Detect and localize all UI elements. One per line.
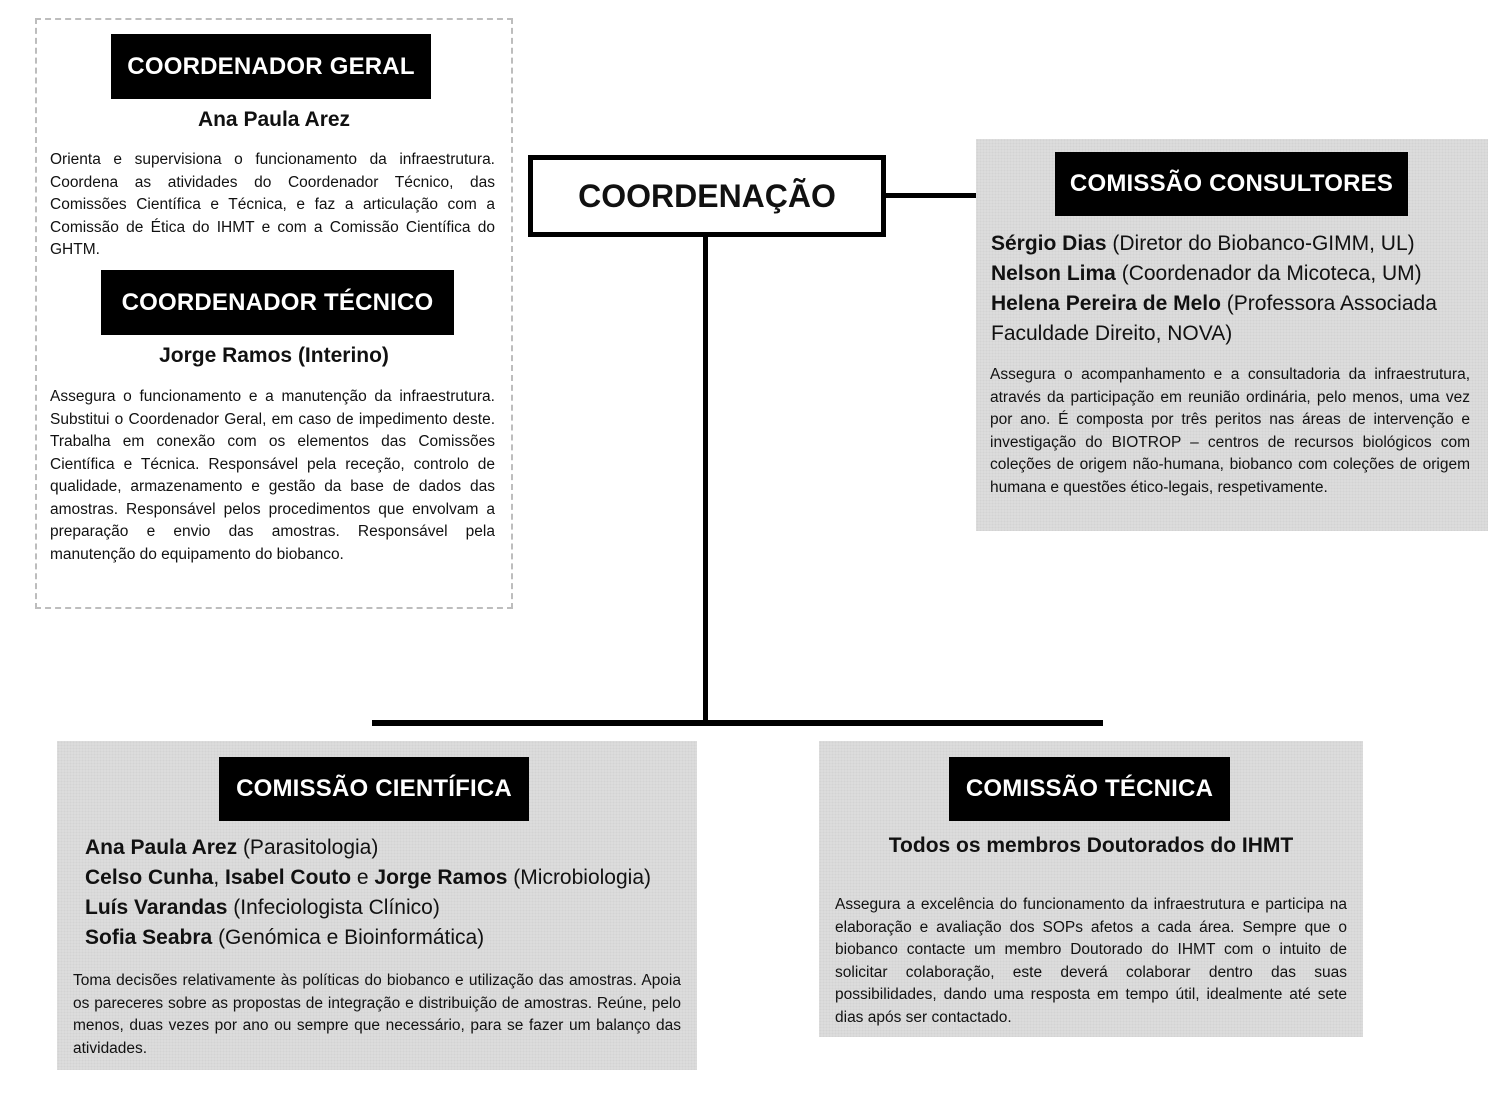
- coordenador-tecnico-title: COORDENADOR TÉCNICO: [101, 270, 454, 335]
- separator: ,: [213, 866, 226, 889]
- coordenacao-title: COORDENAÇÃO: [578, 177, 836, 214]
- member-name: Isabel Couto: [225, 866, 352, 889]
- member-role: (Parasitologia): [237, 836, 379, 859]
- member-name: Helena Pereira de Melo: [991, 292, 1221, 315]
- member-item: [85, 893, 685, 923]
- coordenador-tecnico-description: Assegura o funcionamento e a manutenção da infraestrutura. Substitui o Coordenador Geral, em caso de impedimento deste. Trabalha em conexão com os elementos das Comissões Científica e Técnica. Responsável pela receção, controlo de qualidade, armazenamento e gestão da base de dados das amostras. Responsável pelos procedimentos que envolvam a preparação e envio das amostras. Responsável pela manutenção do equipamento do biobanco.: [50, 388, 495, 563]
- member-name: Nelson Lima: [991, 262, 1116, 285]
- connector-vertical: [703, 237, 708, 725]
- member-name: Luís Varandas: [85, 896, 228, 919]
- coordenador-geral-name: Ana Paula Arez: [197, 108, 351, 131]
- member-item: [85, 923, 685, 953]
- member-item: [85, 833, 685, 863]
- coordenador-geral-description: Orienta e supervisiona o funcionamento da infraestrutura. Coordena as atividades do Coordenador Técnico, das Comissões Científica e Técnica, e faz a articulação com a Comissão de Ética do IHMT e com a Comissão Científica do GHTM.: [50, 151, 495, 258]
- member-role: (Genómica e Bioinformática): [212, 926, 485, 949]
- comissao-cientifica-description: Toma decisões relativamente às políticas do biobanco e utilização das amostras. Apoia os pareceres sobre as propostas de integração e distribuição de amostras. Reúne, pelo menos, duas vezes por ano ou sempre que necessário, para se fazer um balanço das atividades.: [73, 972, 681, 1057]
- comissao-consultores-members: [991, 229, 1476, 349]
- member-role: (Coordenador da Micoteca, UM): [1115, 262, 1422, 285]
- comissao-cientifica-title: COMISSÃO CIENTÍFICA: [219, 757, 529, 821]
- coordenador-geral-title: COORDENADOR GERAL: [111, 34, 431, 99]
- member-item: [85, 863, 685, 893]
- member-role: (Microbiologia): [507, 866, 651, 889]
- member-name: Sérgio Dias: [991, 232, 1107, 255]
- comissao-consultores-description: Assegura o acompanhamento e a consultadoria da infraestrutura, através da participação em reunião ordinária, pelo menos, uma vez por ano. É composta por três peritos nas áreas de intervenção e investigação do BIOTROP – centros de recursos biológicos com coleções de origem não-humana, biobanco com coleções de origem humana e questões ético-legais, respetivamente.: [990, 366, 1470, 496]
- comissao-tecnica-description: Assegura a excelência do funcionamento da infraestrutura e participa na elaboração e avaliação dos SOPs afetos a cada área. Sempre que o biobanco contacte um membro Doutorado do IHMT com o intuito de solicitar colaboração, este deverá colaborar dentro das suas possibilidades, dando uma resposta em tempo útil, idealmente até sete dias após ser contactado.: [835, 896, 1347, 1026]
- separator: e: [351, 866, 375, 889]
- member-name: Jorge Ramos: [374, 866, 508, 889]
- member-role: (Diretor do Biobanco-GIMM, UL): [1106, 232, 1415, 255]
- member-name: Ana Paula Arez: [85, 836, 238, 859]
- member-item: [991, 229, 1476, 259]
- member-item: [991, 259, 1476, 289]
- comissao-tecnica-title: COMISSÃO TÉCNICA: [949, 757, 1230, 821]
- comissao-cientifica-members: [85, 833, 685, 953]
- member-name: Sofia Seabra: [85, 926, 213, 949]
- member-item: [991, 289, 1476, 349]
- connector-consultores: [886, 193, 976, 198]
- comissao-tecnica-name: Todos os membros Doutorados do IHMT: [888, 834, 1294, 857]
- comissao-consultores-title: COMISSÃO CONSULTORES: [1055, 152, 1408, 216]
- coordenador-tecnico-name: Jorge Ramos (Interino): [159, 344, 389, 367]
- coordenacao-box: [528, 155, 886, 237]
- connector-horizontal: [372, 720, 1103, 726]
- member-name: Celso Cunha: [85, 866, 214, 889]
- member-role: (Infeciologista Clínico): [227, 896, 440, 919]
- member-role: (Professora Associada Faculdade Direito, NOVA): [991, 292, 1437, 345]
